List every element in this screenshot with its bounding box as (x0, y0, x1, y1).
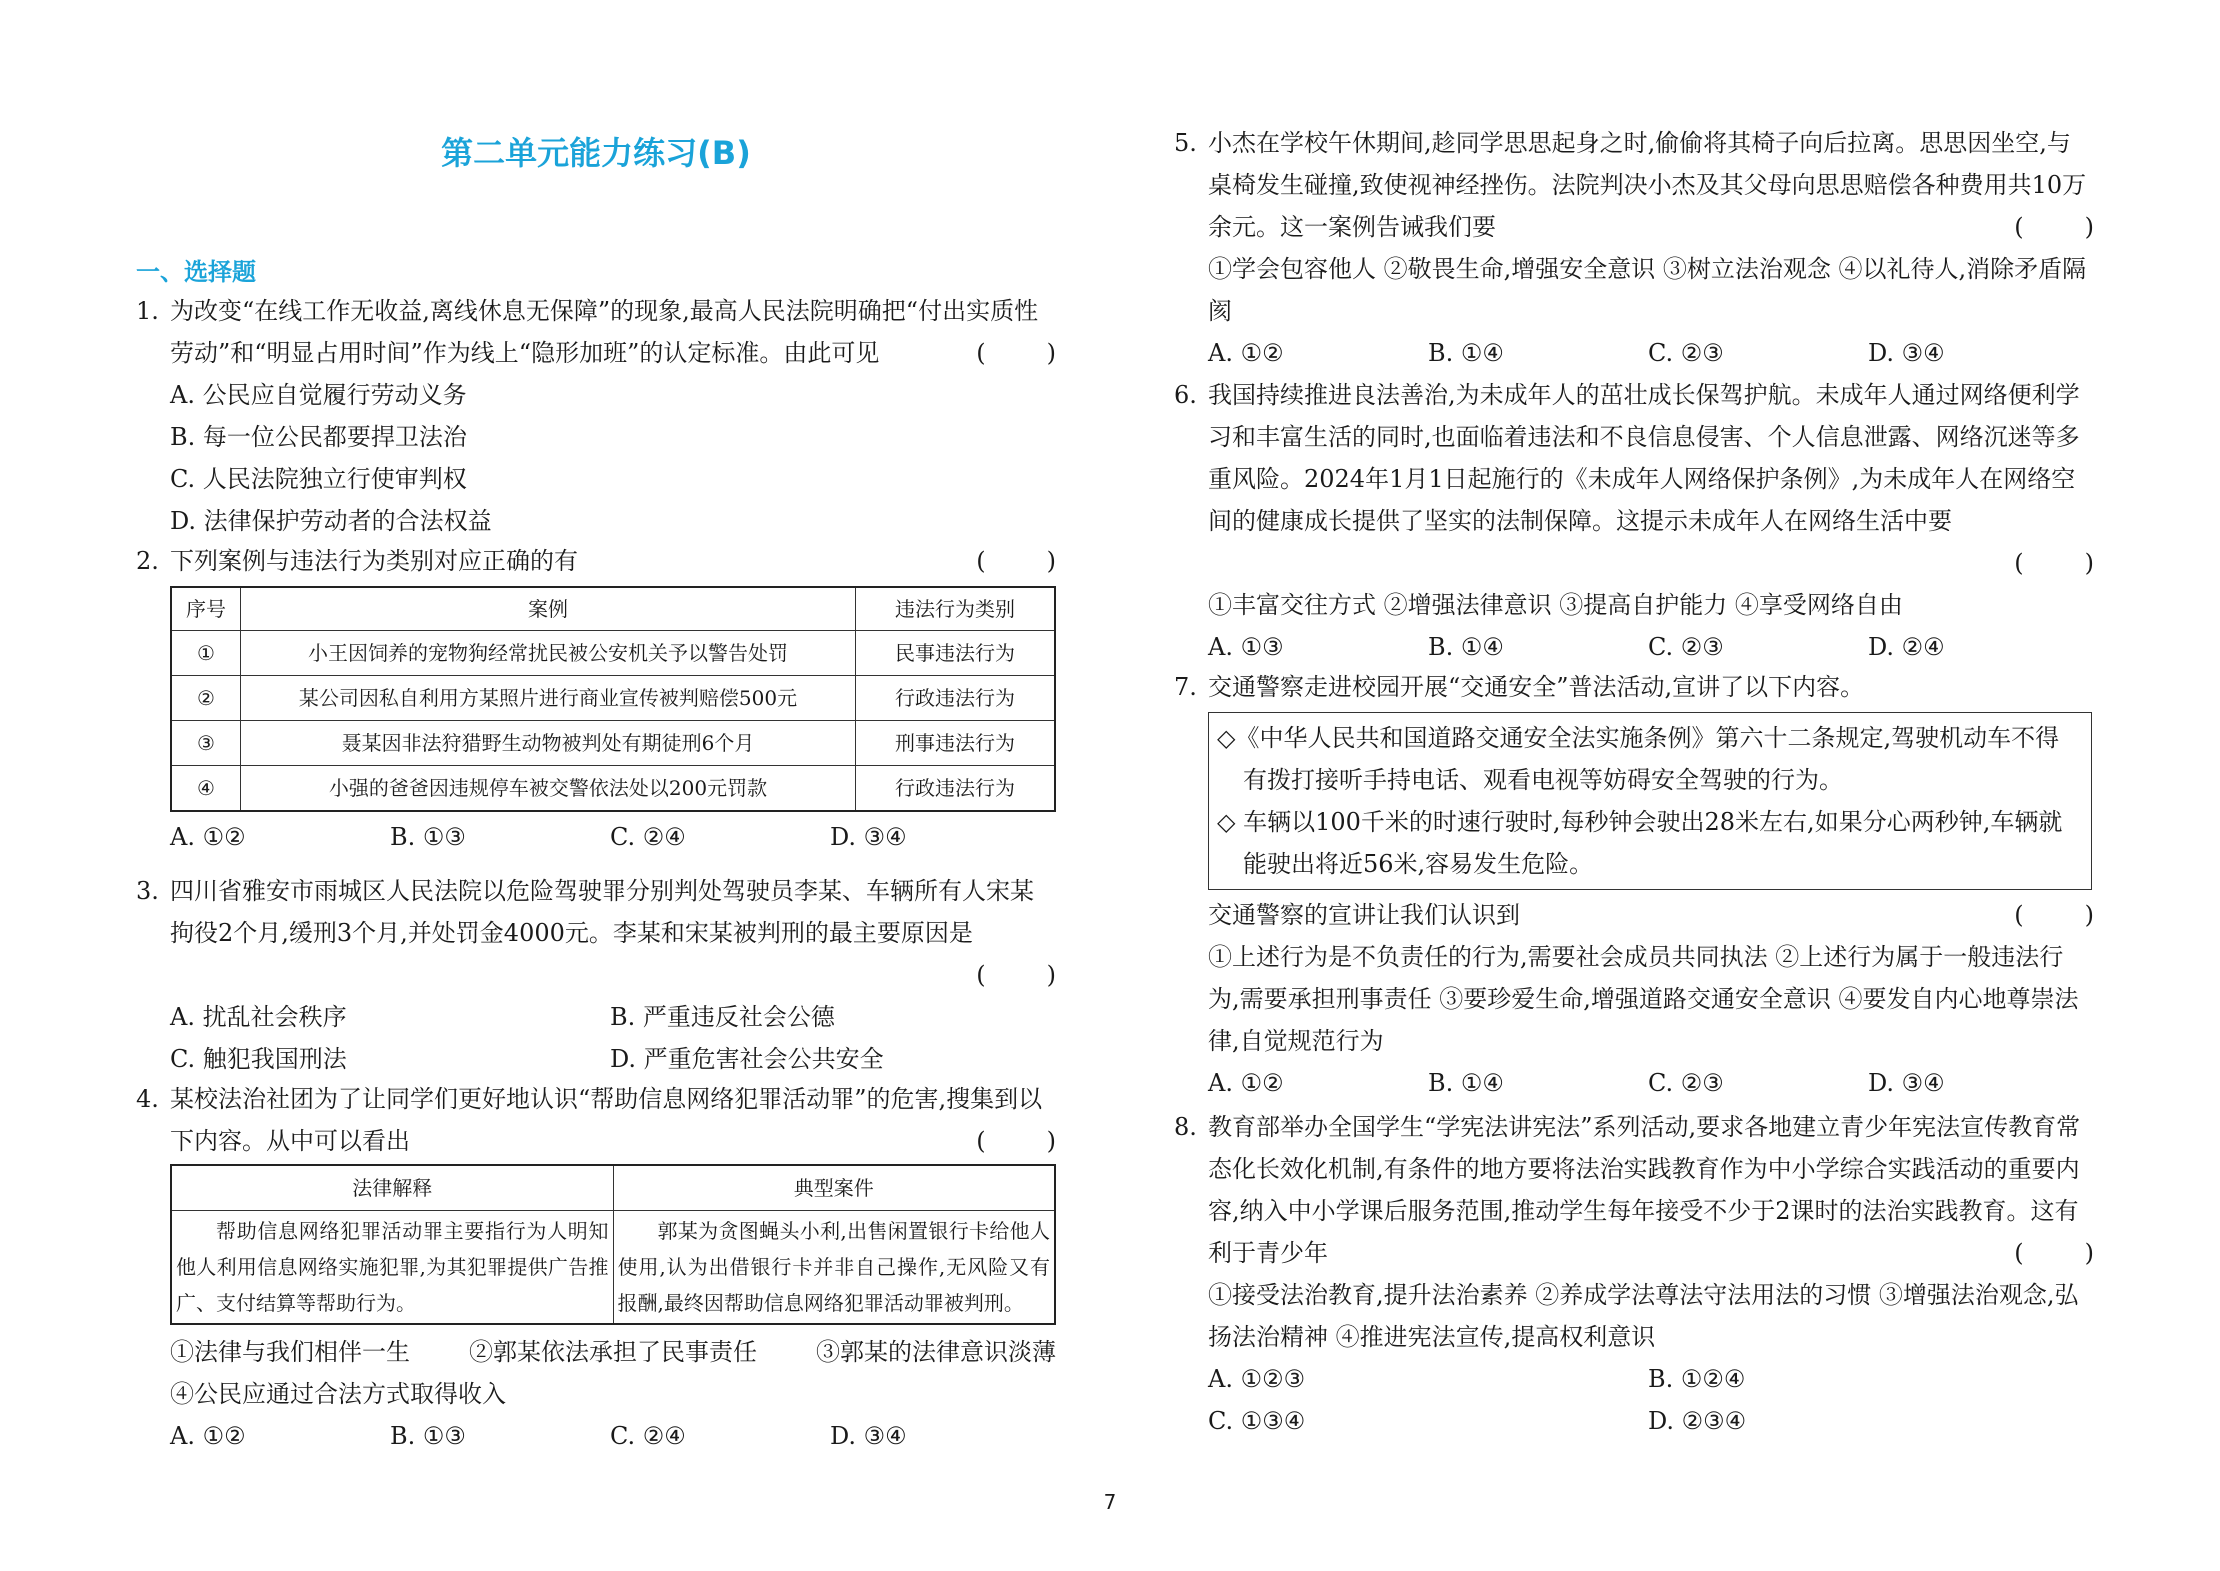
option-b: B. ①④ (1428, 1069, 1504, 1097)
statement-3: ③郭某的法律意识淡薄 (816, 1338, 1056, 1366)
question-text: 四川省雅安市雨城区人民法院以危险驾驶罪分别判处驾驶员李某、车辆所有人宋某拘役2个月,缓刑3个月,并处罚金4000元。李某和宋某被判刑的最主要原因是 (170, 877, 1034, 947)
table-header: 违法行为类别 (856, 587, 1056, 631)
section-heading: 一、选择题 (136, 258, 256, 286)
table-header: 法律解释 (171, 1165, 613, 1211)
table-header: 序号 (171, 587, 241, 631)
table-row (171, 766, 1055, 812)
question-number: 4. (136, 1085, 159, 1113)
answer-paren: ( ) (2014, 213, 2094, 241)
answer-paren: ( ) (976, 547, 1056, 575)
answer-paren: ( ) (976, 1127, 1056, 1155)
question-number: 3. (136, 877, 159, 905)
question-5 (1174, 122, 2094, 374)
question-text: 小杰在学校午休期间,趁同学思思起身之时,偷偷将其椅子向后拉离。思思因坐空,与桌椅发生碰撞,致使视神经挫伤。法院判决小杰及其父母向思思赔偿各种费用共10万余元。这一案例告诫我们要 (1208, 129, 2087, 241)
table-header: 典型案件 (613, 1165, 1055, 1211)
option-a: A. ①② (1208, 339, 1284, 367)
question-text: 某校法治社团为了让同学们更好地认识“帮助信息网络犯罪活动罪”的危害,搜集到以下内容。从中可以看出 (170, 1085, 1043, 1155)
option-d: D. ③④ (830, 823, 907, 851)
option-a: A. ①③ (1208, 633, 1284, 661)
case-table (170, 586, 1056, 812)
table-row (171, 1211, 1055, 1325)
option-a: A. 公民应自觉履行劳动义务 (170, 381, 467, 409)
statement-1: ①法律与我们相伴一生 (170, 1338, 410, 1366)
question-stem: 交通警察的宣讲让我们认识到 (1208, 901, 1520, 929)
answer-paren: ( ) (2014, 549, 2094, 577)
option-a: A. ①②③ (1208, 1365, 1306, 1393)
question-7 (1174, 666, 2094, 1104)
table-row (171, 676, 1055, 721)
option-c: C. ②③ (1648, 633, 1724, 661)
table-cell: 小王因饲养的宠物狗经常扰民被公安机关予以警告处罚 (241, 631, 856, 676)
question-4 (136, 1078, 1056, 1457)
option-c: C. 人民法院独立行使审判权 (170, 465, 467, 493)
table-cell: ① (171, 631, 241, 676)
option-d: D. 严重危害社会公共安全 (610, 1045, 884, 1073)
info-item: ◇ 车辆以100千米的时速行驶时,每秒钟会驶出28米左右,如果分心两秒钟,车辆就能驶出将近56米,容易发生危险。 (1217, 808, 2063, 878)
question-text: 我国持续推进良法善治,为未成年人的茁壮成长保驾护航。未成年人通过网络便利学习和丰富生活的同时,也面临着违法和不良信息侵害、个人信息泄露、网络沉迷等多重风险。2024年1月1日起施行的《未成年人网络保护条例》,为未成年人在网络空间的健康成长提供了坚实的法制保障。这提示未成年人在网络生活中要 (1208, 381, 2080, 535)
table-cell: 聂某因非法狩猎野生动物被判处有期徒刑6个月 (241, 721, 856, 766)
option-c: C. 触犯我国刑法 (170, 1045, 347, 1073)
table-cell: ② (171, 676, 241, 721)
question-1 (136, 290, 1056, 542)
option-d: D. ③④ (1868, 1069, 1945, 1097)
option-b: B. ①④ (1428, 339, 1504, 367)
answer-paren: ( ) (976, 339, 1056, 367)
statements: ①学会包容他人 ②敬畏生命,增强安全意识 ③树立法治观念 ④以礼待人,消除矛盾隔阂 (1208, 255, 2087, 325)
option-b: B. ①③ (390, 823, 466, 851)
table-cell: 民事违法行为 (856, 631, 1056, 676)
statements: ①上述行为是不负责任的行为,需要社会成员共同执法 ②上述行为属于一般违法行为,需要承担刑事责任 ③要珍爱生命,增强道路交通安全意识 ④要发自内心地尊崇法律,自觉规范行为 (1208, 943, 2079, 1055)
info-box (1208, 712, 2092, 890)
table-cell: 行政违法行为 (856, 766, 1056, 812)
table-cell: 行政违法行为 (856, 676, 1056, 721)
question-text: 交通警察走进校园开展“交通安全”普法活动,宣讲了以下内容。 (1208, 673, 1865, 701)
option-a: A. ①② (170, 1422, 246, 1450)
option-c: C. ①③④ (1208, 1407, 1306, 1435)
option-c: C. ②④ (610, 1422, 686, 1450)
question-number: 8. (1174, 1113, 1197, 1141)
table-row (171, 631, 1055, 676)
option-a: A. ①② (170, 823, 246, 851)
answer-paren: ( ) (976, 961, 1056, 989)
question-number: 1. (136, 297, 159, 325)
option-b: B. 严重违反社会公德 (610, 1003, 835, 1031)
answer-paren: ( ) (2014, 1239, 2094, 1267)
question-2 (136, 540, 1056, 858)
option-b: B. ①②④ (1648, 1365, 1746, 1393)
table-cell: 帮助信息网络犯罪活动罪主要指行为人明知他人利用信息网络实施犯罪,为其犯罪提供广告推广、支付结算等帮助行为。 (171, 1211, 613, 1325)
option-b: B. 每一位公民都要捍卫法治 (170, 423, 467, 451)
question-6 (1174, 374, 2094, 668)
option-a: A. ①② (1208, 1069, 1284, 1097)
question-8 (1174, 1106, 2094, 1442)
question-text: 为改变“在线工作无收益,离线休息无保障”的现象,最高人民法院明确把“付出实质性劳动”和“明显占用时间”作为线上“隐形加班”的认定标准。由此可见 (170, 297, 1039, 367)
option-a: A. 扰乱社会秩序 (170, 1003, 347, 1031)
option-b: B. ①④ (1428, 633, 1504, 661)
question-number: 2. (136, 547, 159, 575)
table-row (171, 721, 1055, 766)
question-number: 7. (1174, 673, 1197, 701)
question-text: 下列案例与违法行为类别对应正确的有 (170, 547, 578, 575)
option-d: D. 法律保护劳动者的合法权益 (170, 507, 492, 535)
question-text: 教育部举办全国学生“学宪法讲宪法”系列活动,要求各地建立青少年宪法宣传教育常态化长效化机制,有条件的地方要将法治实践教育作为中小学综合实践活动的重要内容,纳入中小学课后服务范围,推动学生每年接受不少于2课时的法治实践教育。这有利于青少年 (1208, 1113, 2081, 1267)
option-d: D. ②③④ (1648, 1407, 1747, 1435)
law-table (170, 1164, 1056, 1325)
table-header: 案例 (241, 587, 856, 631)
option-b: B. ①③ (390, 1422, 466, 1450)
statement-2: ②郭某依法承担了民事责任 (469, 1338, 757, 1366)
option-d: D. ③④ (830, 1422, 907, 1450)
table-cell: ③ (171, 721, 241, 766)
table-cell: 小强的爸爸因违规停车被交警依法处以200元罚款 (241, 766, 856, 812)
option-c: C. ②④ (610, 823, 686, 851)
option-c: C. ②③ (1648, 1069, 1724, 1097)
table-cell: ④ (171, 766, 241, 812)
table-cell: 刑事违法行为 (856, 721, 1056, 766)
option-d: D. ③④ (1868, 339, 1945, 367)
table-cell: 某公司因私自利用方某照片进行商业宣传被判赔偿500元 (241, 676, 856, 721)
statements: ①丰富交往方式 ②增强法律意识 ③提高自护能力 ④享受网络自由 (1208, 591, 1903, 619)
info-item: ◇《中华人民共和国道路交通安全法实施条例》第六十二条规定,驾驶机动车不得有拨打接听手持电话、观看电视等妨碍安全驾驶的行为。 (1217, 724, 2060, 794)
page-title: 第二单元能力练习(B) (441, 134, 751, 172)
statements: ①接受法治教育,提升法治素养 ②养成学法尊法守法用法的习惯 ③增强法治观念,弘扬法治精神 ④推进宪法宣传,提高权利意识 (1208, 1281, 2079, 1351)
option-c: C. ②③ (1648, 339, 1724, 367)
statement-4: ④公民应通过合法方式取得收入 (170, 1380, 506, 1408)
table-cell: 郭某为贪图蝇头小利,出售闲置银行卡给他人使用,认为出借银行卡并非自己操作,无风险又有报酬,最终因帮助信息网络犯罪活动罪被判刑。 (613, 1211, 1055, 1325)
page-number: 7 (1103, 1490, 1117, 1514)
answer-paren: ( ) (2014, 901, 2094, 929)
question-number: 5. (1174, 129, 1197, 157)
question-3 (136, 870, 1056, 1080)
option-d: D. ②④ (1868, 633, 1945, 661)
question-number: 6. (1174, 381, 1197, 409)
